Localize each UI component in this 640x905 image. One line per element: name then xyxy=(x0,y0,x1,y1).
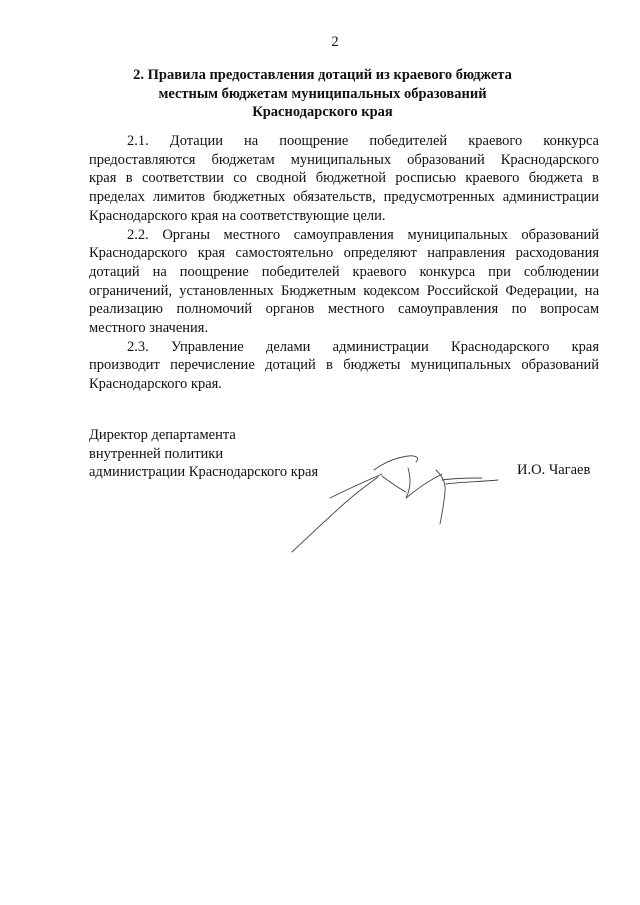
text-line: 2.2. Органы местного самоуправления муниципальных образований xyxy=(127,226,599,243)
text-line: дотаций на поощрение победителей краевого конкурса при соблюдении xyxy=(89,263,599,280)
text-line: Краснодарского края самостоятельно определяют направления расходования xyxy=(89,245,599,262)
section-title-line: местным бюджетам муниципальных образований xyxy=(158,85,487,102)
signatory-name: И.О. Чагаев xyxy=(517,462,591,478)
signatory-position-line: администрации Краснодарского края xyxy=(89,464,319,480)
section-title xyxy=(100,66,545,122)
paragraph-2-3 xyxy=(89,338,599,394)
signatory-position-line: Директор департамента xyxy=(89,427,236,443)
document-body xyxy=(89,132,599,394)
text-line: местного значения. xyxy=(89,320,209,337)
text-line: 2.3. Управление делами администрации Краснодарского края xyxy=(127,338,599,355)
text-line: предоставляются бюджетам муниципальных образований Краснодарского xyxy=(89,151,599,168)
section-title-line: Краснодарского края xyxy=(252,104,393,120)
section-title-line: 2. Правила предоставления дотаций из краевого бюджета xyxy=(133,67,512,83)
text-line: Краснодарского края. xyxy=(89,376,222,393)
page-number: 2 xyxy=(331,34,339,50)
handwritten-signature xyxy=(270,440,520,560)
text-line: края в соответствии со сводной бюджетной росписью краевого бюджета в xyxy=(89,170,599,187)
paragraph-2-2 xyxy=(89,226,599,338)
text-line: ограничений, установленных Бюджетным кодексом Российской Федерации, на xyxy=(89,282,599,299)
text-line: 2.1. Дотации на поощрение победителей краевого конкурса xyxy=(127,133,599,149)
text-line: пределах лимитов бюджетных обязательств, предусмотренных администрации xyxy=(89,189,599,206)
text-line: производит перечисление дотаций в бюджеты муниципальных образований xyxy=(89,357,599,374)
paragraph-2-1 xyxy=(89,132,599,226)
signatory-position-line: внутренней политики xyxy=(89,445,224,462)
text-line: реализацию полномочий органов местного самоуправления по вопросам xyxy=(89,301,599,318)
text-line: Краснодарского края на соответствующие цели. xyxy=(89,207,386,224)
